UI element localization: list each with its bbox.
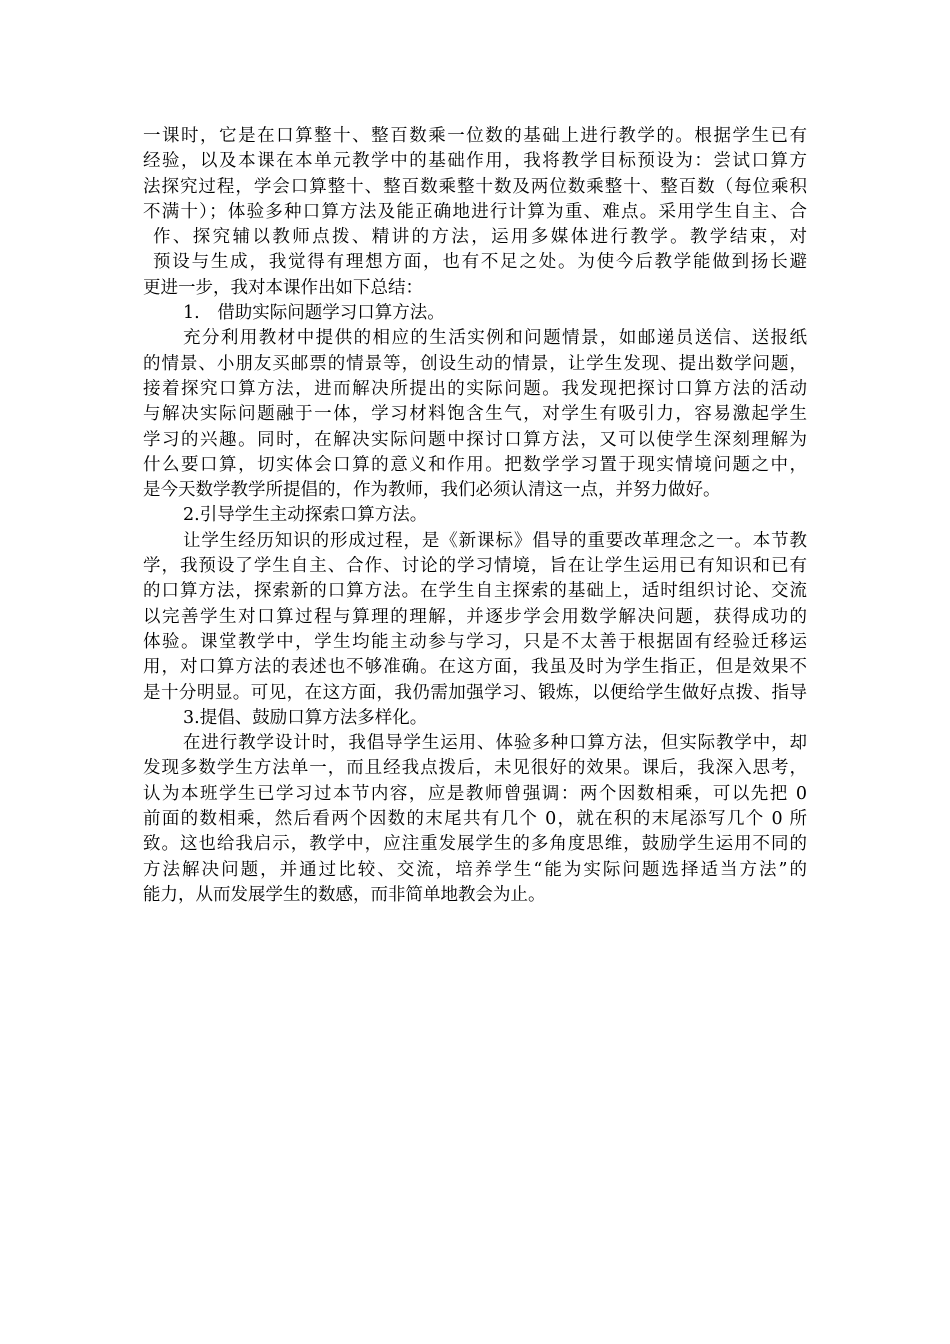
document-body bbox=[143, 124, 807, 908]
text-line: 法探究过程，学会口算整十、整百数乘整十数及两位数乘整十、整百数（每位乘积 bbox=[143, 176, 807, 197]
text-line: 1. 借助实际问题学习口算方法。 bbox=[183, 303, 445, 324]
text-line: 方法解决问题，并通过比较、交流，培养学生“能为实际问题选择适当方法”的 bbox=[143, 859, 807, 880]
text-line: 前面的数相乘，然后看两个因数的末尾共有几个 0，就在积的末尾添写几个 0 所 bbox=[143, 809, 807, 830]
text-line: 不满十）；体验多种口算方法及能正确地进行计算为重、难点。采用学生自主、合 bbox=[143, 201, 807, 222]
text-line: 一课时，它是在口算整十、整百数乘一位数的基础上进行教学的。根据学生已有 bbox=[143, 126, 807, 146]
text-line: 2.引导学生主动探索口算方法。 bbox=[183, 505, 428, 526]
text-line: 什么要口算，切实体会口算的意义和作用。把数学学习置于现实情境问题之中， bbox=[143, 454, 807, 475]
text-line: 认为本班学生已学习过本节内容，应是教师曾强调：两个因数相乘，可以先把 0 bbox=[143, 783, 807, 804]
text-line: 发现多数学生方法单一，而且经我点拨后，未见很好的效果。课后，我深入思考， bbox=[143, 758, 807, 779]
text-line: 接着探究口算方法，进而解决所提出的实际问题。我发现把探讨口算方法的活动 bbox=[143, 378, 807, 399]
text-line: 学习的兴趣。同时，在解决实际问题中探讨口算方法，又可以使学生深刻理解为 bbox=[143, 429, 807, 450]
text-line: 学，我预设了学生自主、合作、讨论的学习情境，旨在让学生运用已有知识和已有 bbox=[143, 556, 807, 577]
text-line: 体验。课堂教学中，学生均能主动参与学习，只是不太善于根据固有经验迁移运 bbox=[143, 631, 807, 652]
text-line: 是今天数学教学所提倡的，作为教师，我们必须认清这一点，并努力做好。 bbox=[143, 480, 721, 501]
text-line: 以完善学生对口算过程与算理的理解，并逐步学会用数学解决问题，获得成功的 bbox=[143, 606, 807, 627]
text-line: 在进行教学设计时，我倡导学生运用、体验多种口算方法，但实际教学中，却 bbox=[183, 733, 807, 754]
text-line: 充分利用教材中提供的相应的生活实例和问题情景，如邮递员送信、送报纸 bbox=[183, 328, 807, 349]
text-line: 是十分明显。可见，在这方面，我仍需加强学习、锻炼，以便给学生做好点拨、指导 bbox=[143, 682, 807, 703]
text-line: 预设与生成，我觉得有理想方面，也有不足之处。为使今后教学能做到扬长避 bbox=[153, 252, 807, 273]
text-line: 与解决实际问题融于一体，学习材料饱含生气，对学生有吸引力，容易激起学生 bbox=[143, 404, 807, 425]
text-line: 的情景、小朋友买邮票的情景等，创设生动的情景，让学生发现、提出数学问题， bbox=[143, 353, 807, 374]
text-line: 让学生经历知识的形成过程，是《新课标》倡导的重要改革理念之一。本节教 bbox=[183, 530, 807, 551]
text-line: 的口算方法，探索新的口算方法。在学生自主探索的基础上，适时组织讨论、交流 bbox=[143, 581, 807, 602]
text-line: 更进一步，我对本课作出如下总结： bbox=[143, 277, 423, 298]
text-line: 经验，以及本课在本单元教学中的基础作用，我将教学目标预设为：尝试口算方 bbox=[143, 151, 807, 172]
text-line: 作、探究辅以教师点拨、精讲的方法，运用多媒体进行教学。教学结束，对 bbox=[153, 227, 807, 248]
text-line: 3.提倡、鼓励口算方法多样化。 bbox=[183, 707, 428, 728]
text-line: 用，对口算方法的表述也不够准确。在这方面，我虽及时为学生指正，但是效果不 bbox=[143, 657, 807, 678]
text-line: 能力，从而发展学生的数感，而非简单地教会为止。 bbox=[143, 884, 546, 905]
text-line: 致。这也给我启示，教学中，应注重发展学生的多角度思维，鼓励学生运用不同的 bbox=[143, 834, 807, 855]
